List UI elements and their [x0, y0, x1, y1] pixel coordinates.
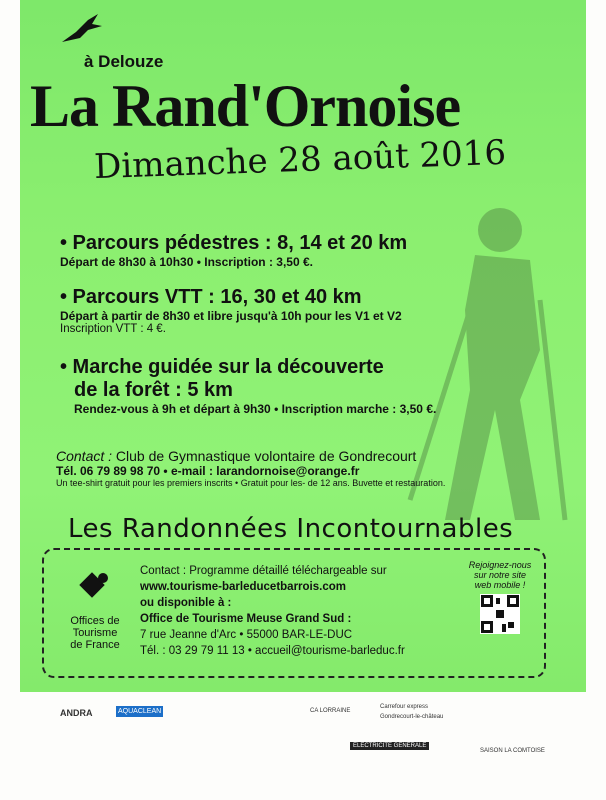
sponsor-logo: AQUACLEAN	[118, 708, 162, 715]
banner-title: Les Randonnées Incontournables	[68, 514, 514, 544]
mobile-line: sur notre site	[473, 570, 527, 580]
tourism-logo	[50, 570, 140, 651]
contact-phone-email: Tél. 06 79 89 98 70 • e-mail : larandornoise@orange.fr	[56, 464, 360, 478]
mobile-callout	[462, 560, 538, 636]
info-line: Contact : Programme détaillé téléchargeable sur	[140, 565, 387, 577]
club-name: Club de Gymnastique volontaire de Gondrecourt	[115, 448, 417, 464]
qr-code-icon[interactable]	[480, 594, 520, 634]
logo-line: de France	[70, 639, 120, 651]
info-line: ou disponible à :	[140, 597, 232, 609]
website-link[interactable]: www.tourisme-barleducetbarrois.com	[140, 581, 346, 593]
list-item	[60, 232, 407, 269]
item-heading: • Parcours VTT : 16, 30 et 40 km	[60, 286, 362, 308]
logo-line: Tourisme	[72, 627, 118, 639]
item-detail: Rendez-vous à 9h et départ à 9h30 • Inscription marche : 3,50 €.	[74, 402, 437, 416]
office-name: Office de Tourisme Meuse Grand Sud :	[140, 613, 352, 625]
sponsor-logo: ANDRA	[60, 708, 93, 718]
sponsor-logo: ELECTRICITE GENERALE	[350, 742, 429, 750]
tourism-office-icon	[77, 570, 113, 606]
tourism-info	[140, 563, 405, 659]
office-address: 7 rue Jeanne d'Arc • 55000 BAR-LE-DUC	[140, 629, 353, 641]
sponsor-logo: CA LORRAINE	[310, 708, 351, 714]
item-heading: • Marche guidée sur la découverte	[60, 356, 384, 378]
mobile-line: web mobile !	[474, 580, 526, 590]
contact-block	[56, 448, 445, 488]
list-item	[60, 356, 436, 416]
list-item	[60, 286, 402, 335]
sponsor-logo: SAISON LA COMTOISE	[480, 748, 545, 754]
item-detail: Départ de 8h30 à 10h30 • Inscription : 3,50 €.	[60, 255, 313, 269]
contact-note: Un tee-shirt gratuit pour les premiers inscrits • Gratuit pour les- de 12 ans. Buvette et restauration.	[56, 478, 446, 488]
item-detail: Départ à partir de 8h30 et libre jusqu'à 10h pour les V1 et V2	[60, 309, 402, 323]
item-heading: de la forêt : 5 km	[74, 379, 233, 401]
office-phone-email: Tél. : 03 29 79 11 13 • accueil@tourisme-barleduc.fr	[140, 645, 405, 657]
item-detail: Inscription VTT : 4 €.	[60, 323, 166, 335]
contact-label: Contact :	[56, 448, 113, 464]
hummingbird-icon	[58, 12, 104, 48]
event-place: à Delouze	[84, 52, 164, 71]
item-heading: • Parcours pédestres : 8, 14 et 20 km	[60, 232, 408, 254]
mobile-line: Rejoignez-nous	[468, 560, 532, 570]
event-date: Dimanche 28 août 2016	[93, 132, 507, 188]
sponsor-logo: Carrefour express	[380, 704, 429, 710]
logo-line: Offices de	[70, 615, 120, 627]
sponsor-logo: Gondrecourt-le-château	[380, 714, 444, 720]
event-title: La Rand'Ornoise	[30, 73, 461, 139]
sponsor-logos	[60, 700, 560, 790]
